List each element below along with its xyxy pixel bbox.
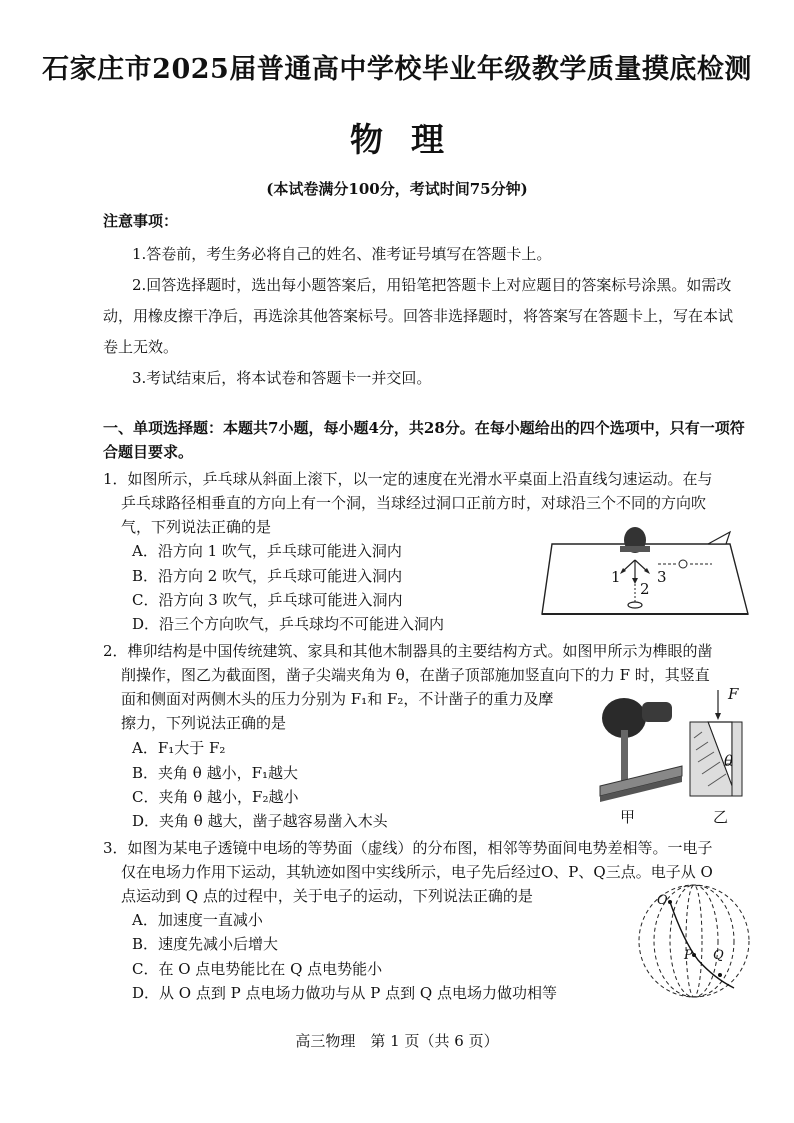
notice-line-3: 动，用橡皮擦干净后，再选涂其他答案标号。回答非选择题时，将答案写在答题卡上，写在本试 [103,307,734,325]
q2-fig-label-jia: 甲 [620,808,636,826]
q2-option-a: A．F₁大于 F₂ [132,739,226,757]
q1-option-a: A．沿方向 1 吹气，乒乓球可能进入洞内 [132,542,402,560]
q3-option-d: D．从 O 点到 P 点电场力做功与从 P 点到 Q 点电场力做功相等 [132,984,557,1002]
q2-stem-2: 削操作，图乙为截面图，凿子尖端夹角为 θ，在凿子顶部施加竖直向下的力 F 时，其竖直 [121,666,710,684]
q2-fig-label-theta: θ [724,752,734,770]
q1-option-c: C．沿方向 3 吹气，乒乓球可能进入洞内 [132,591,403,609]
notice-line-5: 3.考试结束后，将本试卷和答题卡一并交回。 [132,369,432,387]
q1-fig-label-1: 1 [611,568,621,586]
section1-heading-1: 一、单项选择题：本题共7小题，每小题4分，共28分。在每小题给出的四个选项中，只有一项符 [103,419,745,437]
q2-option-d: D．夹角 θ 越大，凿子越容易凿入木头 [132,812,388,830]
q3-stem-3: 点运动到 Q 点的过程中，关于电子的运动，下列说法正确的是 [121,887,533,905]
q2-fig-label-yi: 乙 [713,808,729,826]
q3-fig-label-o: O [657,893,668,908]
q1-fig-label-3: 3 [657,568,667,586]
q2-stem-4: 擦力，下列说法正确的是 [121,714,287,732]
q3-figure [636,882,752,1000]
q3-stem-2: 仅在电场力作用下运动，其轨迹如图中实线所示，电子先后经过O、P、Q三点。电子从 O [121,863,713,881]
q2-option-b: B．夹角 θ 越小，F₁越大 [132,764,299,782]
q1-stem-3: 气，下列说法正确的是 [121,518,272,536]
q3-option-c: C．在 O 点电势能比在 Q 点电势能小 [132,960,383,978]
q1-fig-label-2: 2 [640,580,650,598]
q1-stem-2: 乒乓球路径相垂直的方向上有一个洞，当球经过洞口正前方时，对球沿三个不同的方向吹 [121,494,707,512]
section1-heading-2: 合题目要求。 [103,443,194,461]
q1-option-d: D．沿三个方向吹气，乒乓球均不可能进入洞内 [132,615,445,633]
q3-option-b: B．速度先减小后增大 [132,935,279,953]
q3-fig-label-p: P [684,948,693,963]
q1-figure [540,522,750,627]
q2-fig-label-f: F [728,685,739,703]
exam-subject: 物理 [350,120,472,159]
q3-fig-label-q: Q [713,948,724,963]
q2-option-c: C．夹角 θ 越小，F₂越小 [132,788,299,806]
q1-option-b: B．沿方向 2 吹气，乒乓球可能进入洞内 [132,567,403,585]
q3-stem-1: 3．如图为某电子透镜中电场的等势面（虚线）的分布图，相邻等势面间电势差相等。一电子 [103,839,713,857]
q2-stem-1: 2．榫卯结构是中国传统建筑、家具和其他木制器具的主要结构方式。如图甲所示为榫眼的凿 [103,642,713,660]
notice-line-4: 卷上无效。 [103,338,179,356]
page-footer: 高三物理 第 1 页（共 6 页） [295,1032,499,1050]
notice-line-2: 2.回答选择题时，选出每小题答案后，用铅笔把答题卡上对应题目的答案标号涂黑。如需改 [132,276,732,294]
notice-line-1: 1.答卷前，考生务必将自己的姓名、准考证号填写在答题卡上。 [132,245,552,263]
q2-figure-yi [688,688,748,800]
q2-figure-jia [594,690,684,802]
exam-meta: (本试卷满分100分，考试时间75分钟) [266,180,528,198]
q2-stem-3: 面和侧面对两侧木头的压力分别为 F₁和 F₂，不计凿子的重力及摩 [121,690,554,708]
q1-stem-1: 1．如图所示，乒乓球从斜面上滚下，以一定的速度在光滑水平桌面上沿直线匀速运动。在与 [103,470,713,488]
q3-option-a: A．加速度一直减小 [132,911,263,929]
notice-heading: 注意事项： [103,212,179,230]
exam-title: 石家庄市2025届普通高中学校毕业年级教学质量摸底检测 [42,54,752,85]
